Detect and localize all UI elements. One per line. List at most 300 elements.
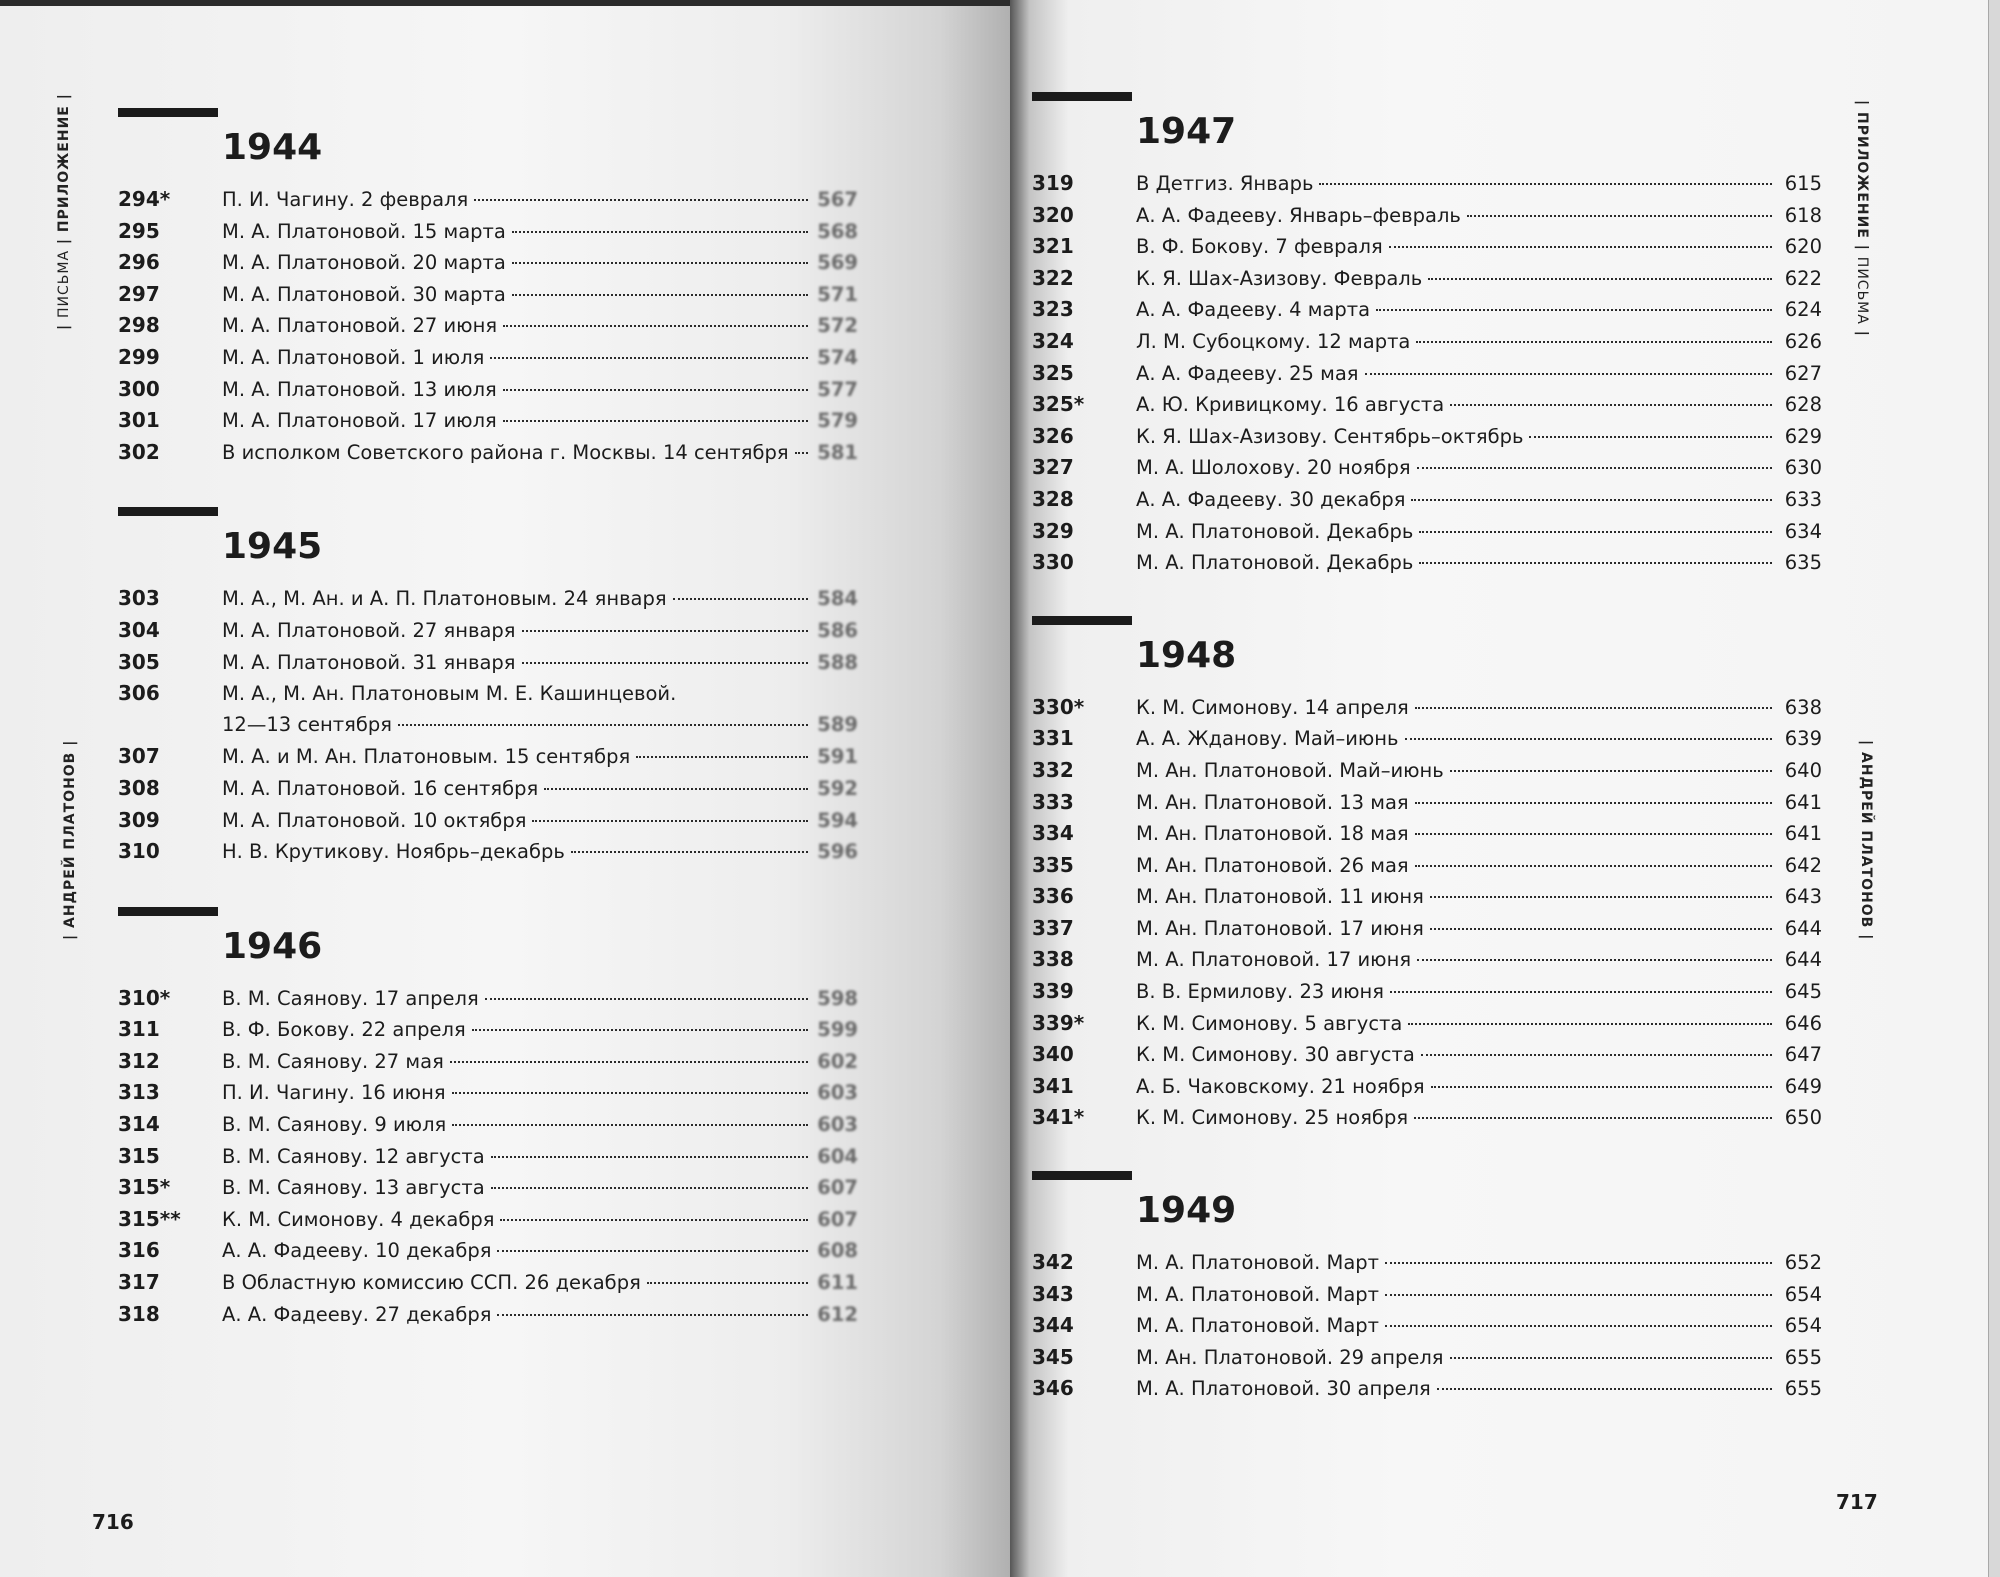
entry-title-wrap [1136,980,1778,1003]
leader-dots [1415,802,1772,804]
leader-dots [1450,404,1772,406]
letter-title: М. Ан. Платоновой. Май–июнь [1136,758,1444,782]
leader-dots [472,1029,808,1031]
page-reference: 622 [1784,266,1822,290]
leader-dots [1450,1357,1772,1359]
letter-number: 334 [1032,821,1074,846]
contents-entry [1032,1250,1822,1282]
letter-number: 346 [1032,1376,1074,1401]
letter-title: М. А. Платоновой. 30 апреля [1136,1377,1431,1401]
leader-dots [1365,373,1772,375]
letter-title: Л. М. Субоцкому. 12 марта [1136,329,1411,353]
page-reference: 638 [1784,695,1822,719]
page-reference: 641 [1784,822,1822,846]
year-heading: 1945 [222,526,323,568]
entry-title-wrap [1136,759,1778,782]
letter-number: 298 [118,313,160,338]
leader-dots [512,294,808,296]
contents-entry [1032,726,1822,758]
leader-dots [503,325,808,327]
entry-list [118,187,858,471]
contents-entry [1032,455,1822,487]
letter-number: 331 [1032,726,1074,751]
contents-entry [118,713,858,745]
page-reference: 579 [817,409,858,433]
entry-title-wrap [222,1145,814,1168]
entry-title-wrap [1136,1314,1778,1337]
leader-dots [485,998,808,1000]
page-reference: 584 [817,587,858,611]
letter-title: А. А. Фадееву. Январь–февраль [1136,203,1461,227]
page-number-right: 717 [1836,1490,1878,1514]
entry-title-wrap [222,409,814,432]
letter-title: В. В. Ермилову. 23 июня [1136,980,1385,1004]
page-reference: 588 [817,650,858,674]
page-reference: 594 [817,808,858,832]
contents-entry [118,313,858,345]
entry-title-wrap [222,651,814,674]
contents-entry [118,1017,858,1049]
page-reference: 629 [1784,424,1822,448]
contents-entry [1032,487,1822,519]
leader-dots [491,1187,808,1189]
page-reference: 571 [817,282,858,306]
entry-title-wrap [222,1239,814,1262]
leader-dots [450,1061,808,1063]
letter-title: А. А. Фадееву. 27 декабря [222,1302,492,1326]
letter-number: 310 [118,839,160,864]
page-reference: 607 [817,1207,858,1231]
leader-dots [1415,865,1772,867]
contents-entry [118,839,858,871]
year-section [1032,1171,1822,1408]
year-heading: 1944 [222,127,323,168]
contents-entry [1032,266,1822,298]
leader-dots [491,1156,808,1158]
entry-title-wrap [1136,393,1778,416]
letter-title: М. А. Платоновой. Декабрь [1136,519,1414,543]
page-reference: 568 [817,219,858,243]
letter-title: М. А. Платоновой. 1 июля [222,345,485,369]
letter-title: М. А. Платоновой. 20 марта [222,251,506,275]
letter-number: 344 [1032,1313,1074,1338]
page-edge [1988,0,2000,1577]
contents-entry [1032,1074,1822,1106]
letter-number: 299 [118,344,160,369]
entry-title-wrap [222,441,814,464]
entry-title-wrap [222,1303,814,1326]
page-reference: 577 [817,377,858,401]
entry-title-wrap [222,346,814,369]
page-reference: 634 [1784,519,1822,543]
letter-number: 301 [118,408,160,433]
letter-number: 306 [118,681,160,706]
left-contents-column [118,108,858,1333]
letter-number: 339* [1032,1010,1085,1035]
entry-title-wrap [1136,298,1778,321]
contents-entry [1032,171,1822,203]
letter-title: М. А. Платоновой. 31 января [222,650,516,674]
year-heading: 1948 [1136,634,1237,676]
letter-title: В. М. Саянову. 27 мая [222,1049,444,1073]
year-section [118,108,858,471]
entry-title-wrap [222,1176,814,1199]
contents-entry [1032,1313,1822,1345]
letter-number: 318 [118,1301,160,1326]
letter-number: 304 [118,617,160,642]
letter-number: 300 [118,376,160,401]
leader-dots [512,262,808,264]
side-label-letters: ПИСЬМА [1854,256,1870,325]
letter-number: 324 [1032,328,1074,353]
entry-title-wrap [222,283,814,306]
letter-title: М. А. Платоновой. Март [1136,1251,1380,1275]
letter-title: А. А. Фадееву. 10 декабря [222,1239,492,1263]
letter-number: 296 [118,250,160,275]
contents-entry [118,1238,858,1270]
letter-number: 327 [1032,455,1074,480]
page-reference: 572 [817,314,858,338]
contents-entry [118,1080,858,1112]
leader-dots [795,452,808,454]
letter-number: 294* [118,187,171,211]
letter-title: В Областную комиссию ССП. 26 декабря [222,1271,641,1295]
leader-dots [647,1282,808,1284]
side-label-left-bottom: | АНДРЕЙ ПЛАТОНОВ | [62,739,78,940]
contents-entry [1032,979,1822,1011]
page-reference: 654 [1784,1282,1822,1306]
entry-title-wrap [1136,425,1778,448]
leader-dots [522,630,808,632]
year-section [1032,92,1822,582]
page-reference: 628 [1784,393,1822,417]
letter-number: 338 [1032,947,1074,972]
leader-dots [1417,467,1772,469]
page-reference: 602 [817,1049,858,1073]
entry-list [118,586,858,870]
letter-number: 316 [118,1238,160,1263]
contents-entry [118,586,858,618]
leader-dots [636,756,808,758]
leader-dots [1385,1325,1772,1327]
leader-dots [1421,1054,1772,1056]
entry-title-wrap [1136,362,1778,385]
entry-title-wrap [1136,696,1778,719]
leader-dots [1414,1117,1772,1119]
entry-title-wrap [1136,551,1778,574]
contents-entry [1032,297,1822,329]
letter-number: 310* [118,985,171,1010]
side-label-author: АНДРЕЙ ПЛАТОНОВ [62,751,78,928]
contents-entry [1032,519,1822,551]
entry-title-wrap [222,587,814,610]
entry-title-wrap [222,987,814,1010]
letter-title: М. Ан. Платоновой. 11 июня [1136,885,1424,909]
letter-number: 341 [1032,1073,1074,1098]
entry-list [118,986,858,1334]
contents-entry [118,1270,858,1302]
contents-entry [1032,884,1822,916]
entry-title-wrap [222,713,814,736]
letter-title: М. А. Платоновой. 17 июня [1136,948,1412,972]
page-reference: 643 [1784,885,1822,909]
page-reference: 633 [1784,487,1822,511]
entry-title-wrap [222,1081,814,1104]
page-reference: 641 [1784,790,1822,814]
letter-title: В Детгиз. Январь [1136,172,1314,195]
entry-title-wrap [222,745,814,768]
letter-title: М. А. Платоновой. 15 марта [222,219,506,243]
letter-title: М. А. Платоновой. 17 июля [222,409,497,433]
letter-title: К. М. Симонову. 25 ноября [1136,1106,1409,1130]
entry-title-wrap [222,1018,814,1041]
contents-entry [1032,821,1822,853]
entry-title-wrap [1136,1106,1778,1129]
leader-dots [1430,928,1772,930]
entry-title-wrap [222,1050,814,1073]
letter-title: Н. В. Крутикову. Ноябрь–декабрь [222,840,565,864]
letter-number: 303 [118,586,160,611]
leader-dots [1411,499,1772,501]
letter-title: В. М. Саянову. 12 августа [222,1144,485,1168]
entry-title-wrap [1136,1043,1778,1066]
letter-number: 336 [1032,884,1074,909]
letter-number: 309 [118,807,160,832]
page-reference: 654 [1784,1314,1822,1338]
page-reference: 599 [817,1018,858,1042]
contents-entry [1032,1345,1822,1377]
letter-number: 329 [1032,518,1074,543]
contents-entry [1032,853,1822,885]
contents-entry [118,618,858,650]
letter-title: М. А. Платоновой. 27 января [222,618,516,642]
letter-title: К. М. Симонову. 4 декабря [222,1207,495,1231]
page-reference: 603 [817,1113,858,1137]
leader-dots [1419,562,1772,564]
letter-number: 312 [118,1048,160,1073]
contents-entry [118,377,858,409]
section-rule [1032,92,1132,101]
entry-title-wrap [1136,488,1778,511]
letter-number: 319 [1032,171,1074,195]
right-contents-column [1032,92,1822,1408]
letter-number: 330 [1032,550,1074,575]
leader-dots [1450,770,1772,772]
leader-dots [522,662,808,664]
letter-number: 342 [1032,1250,1074,1275]
letter-title: М. А. Платоновой. Март [1136,1314,1380,1338]
side-label-appendix: ПРИЛОЖЕНИЕ [1854,112,1870,239]
contents-entry [1032,695,1822,727]
year-heading: 1949 [1136,1190,1237,1232]
entry-title-wrap [1136,456,1778,479]
letter-title: А. А. Фадееву. 30 декабря [1136,487,1406,511]
section-rule [118,507,218,516]
year-section [118,907,858,1334]
letter-number: 323 [1032,297,1074,322]
leader-dots [1431,1086,1772,1088]
letter-number: 335 [1032,852,1074,877]
letter-title: М. А. Платоновой. 27 июня [222,314,498,338]
page-reference: 618 [1784,203,1822,227]
page-reference: 627 [1784,361,1822,385]
contents-entry [118,650,858,682]
letter-title: К. М. Симонову. 5 августа [1136,1011,1403,1035]
contents-entry [1032,790,1822,822]
letter-title: М. А., М. Ан. и А. П. Платоновым. 24 января [222,587,667,611]
entry-title-wrap [222,220,814,243]
letter-title: М. Ан. Платоновой. 13 мая [1136,790,1409,814]
letter-title: В исполком Советского района г. Москвы. 14 сентября [222,440,789,464]
page-reference: 611 [817,1271,858,1295]
leader-dots [452,1124,808,1126]
letter-number: 315** [118,1206,181,1231]
letter-number: 333 [1032,789,1074,814]
leader-dots [532,820,808,822]
page-reference: 646 [1784,1011,1822,1035]
letter-number: 308 [118,775,160,800]
leader-dots [1390,991,1772,993]
contents-entry [118,282,858,314]
letter-number: 295 [118,218,160,243]
contents-entry [118,1049,858,1081]
entry-title-wrap [1136,1251,1778,1274]
letter-title: М. А. Платоновой. 10 октября [222,808,527,832]
contents-entry [1032,1376,1822,1408]
letter-number: 305 [118,649,160,674]
letter-title: К. М. Симонову. 30 августа [1136,1043,1415,1067]
contents-entry [118,986,858,1018]
entry-title-wrap [1136,917,1778,940]
page-reference: 626 [1784,329,1822,353]
letter-number: 314 [118,1112,160,1137]
entry-title-wrap [222,809,814,832]
letter-title: К. Я. Шах-Азизову. Февраль [1136,266,1423,290]
year-section [118,507,858,870]
letter-number: 325 [1032,360,1074,385]
letter-title: А. Ю. Кривицкому. 16 августа [1136,393,1445,417]
entry-title-wrap [222,378,814,401]
page-reference: 624 [1784,298,1822,322]
side-label-appendix: ПРИЛОЖЕНИЕ [56,105,72,233]
entry-title-wrap [1136,854,1778,877]
letter-title: М. А. Платоновой. 16 сентября [222,776,539,800]
entry-title-wrap [1136,1075,1778,1098]
entry-title-wrap [222,1208,814,1231]
entry-title-wrap [1136,235,1778,258]
entry-title-wrap [1136,948,1778,971]
contents-entry [118,681,858,713]
page-reference: 655 [1784,1377,1822,1401]
letter-title: М. А. Платоновой. Декабрь [1136,551,1414,575]
page-reference: 650 [1784,1106,1822,1130]
contents-entry [118,1112,858,1144]
page-reference: 642 [1784,853,1822,877]
letter-number: 328 [1032,486,1074,511]
leader-dots [1389,246,1772,248]
entry-title-wrap [222,1271,814,1294]
leader-dots [1529,436,1772,438]
entry-title-wrap [1136,822,1778,845]
contents-entry [1032,1042,1822,1074]
contents-entry [118,1175,858,1207]
contents-entry [118,1302,858,1334]
letter-title: А. А. Фадееву. 25 мая [1136,361,1359,385]
leader-dots [497,1314,808,1316]
contents-entry [118,1207,858,1239]
contents-entry [118,776,858,808]
letter-title: 12—13 сентября [222,712,393,736]
page-reference: 589 [817,712,858,736]
leader-dots [490,357,808,359]
letter-title: М. Ан. Платоновой. 29 апреля [1136,1345,1444,1369]
page-number-left: 716 [92,1510,134,1534]
contents-entry [1032,947,1822,979]
entry-title-wrap [1136,172,1778,195]
letter-number: 345 [1032,1344,1074,1369]
contents-entry [118,440,858,472]
contents-entry [118,1144,858,1176]
letter-title: В. Ф. Бокову. 7 февраля [1136,235,1383,259]
letter-number: 317 [118,1270,160,1295]
leader-dots [571,851,808,853]
page-reference: 607 [817,1176,858,1200]
letter-number: 322 [1032,265,1074,290]
entry-title-wrap [222,682,814,705]
letter-title: М. А. и М. Ан. Платоновым. 15 сентября [222,745,631,769]
year-heading: 1946 [222,925,323,967]
leader-dots [512,231,808,233]
page-reference: 647 [1784,1043,1822,1067]
year-heading: 1947 [1136,111,1237,152]
letter-number: 307 [118,744,160,769]
letter-title: В. Ф. Бокову. 22 апреля [222,1018,466,1042]
letter-number: 302 [118,439,160,464]
entry-title-wrap [222,1113,814,1136]
page-reference: 569 [817,251,858,275]
letter-title: М. А., М. Ан. Платоновым М. Е. Кашинцевой. [222,682,677,706]
entry-list [1032,171,1822,582]
page-reference: 655 [1784,1345,1822,1369]
leader-dots [1417,959,1772,961]
page-reference: 603 [817,1081,858,1105]
side-label-left-top: | ПИСЬМА | ПРИЛОЖЕНИЕ | [56,93,72,330]
page-reference: 608 [817,1239,858,1263]
leader-dots [1428,278,1772,280]
page-reference: 604 [817,1144,858,1168]
leader-dots [1430,896,1772,898]
leader-dots [1376,309,1772,311]
contents-entry [1032,916,1822,948]
entry-title-wrap [222,840,814,863]
page-reference: 644 [1784,916,1822,940]
letter-number: 315* [118,1175,171,1200]
letter-number: 339 [1032,979,1074,1004]
entry-title-wrap [222,777,814,800]
entry-list [1032,695,1822,1137]
contents-entry [118,744,858,776]
letter-title: В. М. Саянову. 13 августа [222,1176,485,1200]
letter-title: В. М. Саянову. 17 апреля [222,986,479,1010]
letter-title: А. Б. Чаковскому. 21 ноября [1136,1074,1425,1098]
leader-dots [1415,707,1772,709]
leader-dots [398,724,808,726]
year-section [1032,616,1822,1137]
letter-number: 297 [118,281,160,306]
section-rule [118,108,218,117]
entry-title-wrap [222,314,814,337]
letter-number: 332 [1032,757,1074,782]
